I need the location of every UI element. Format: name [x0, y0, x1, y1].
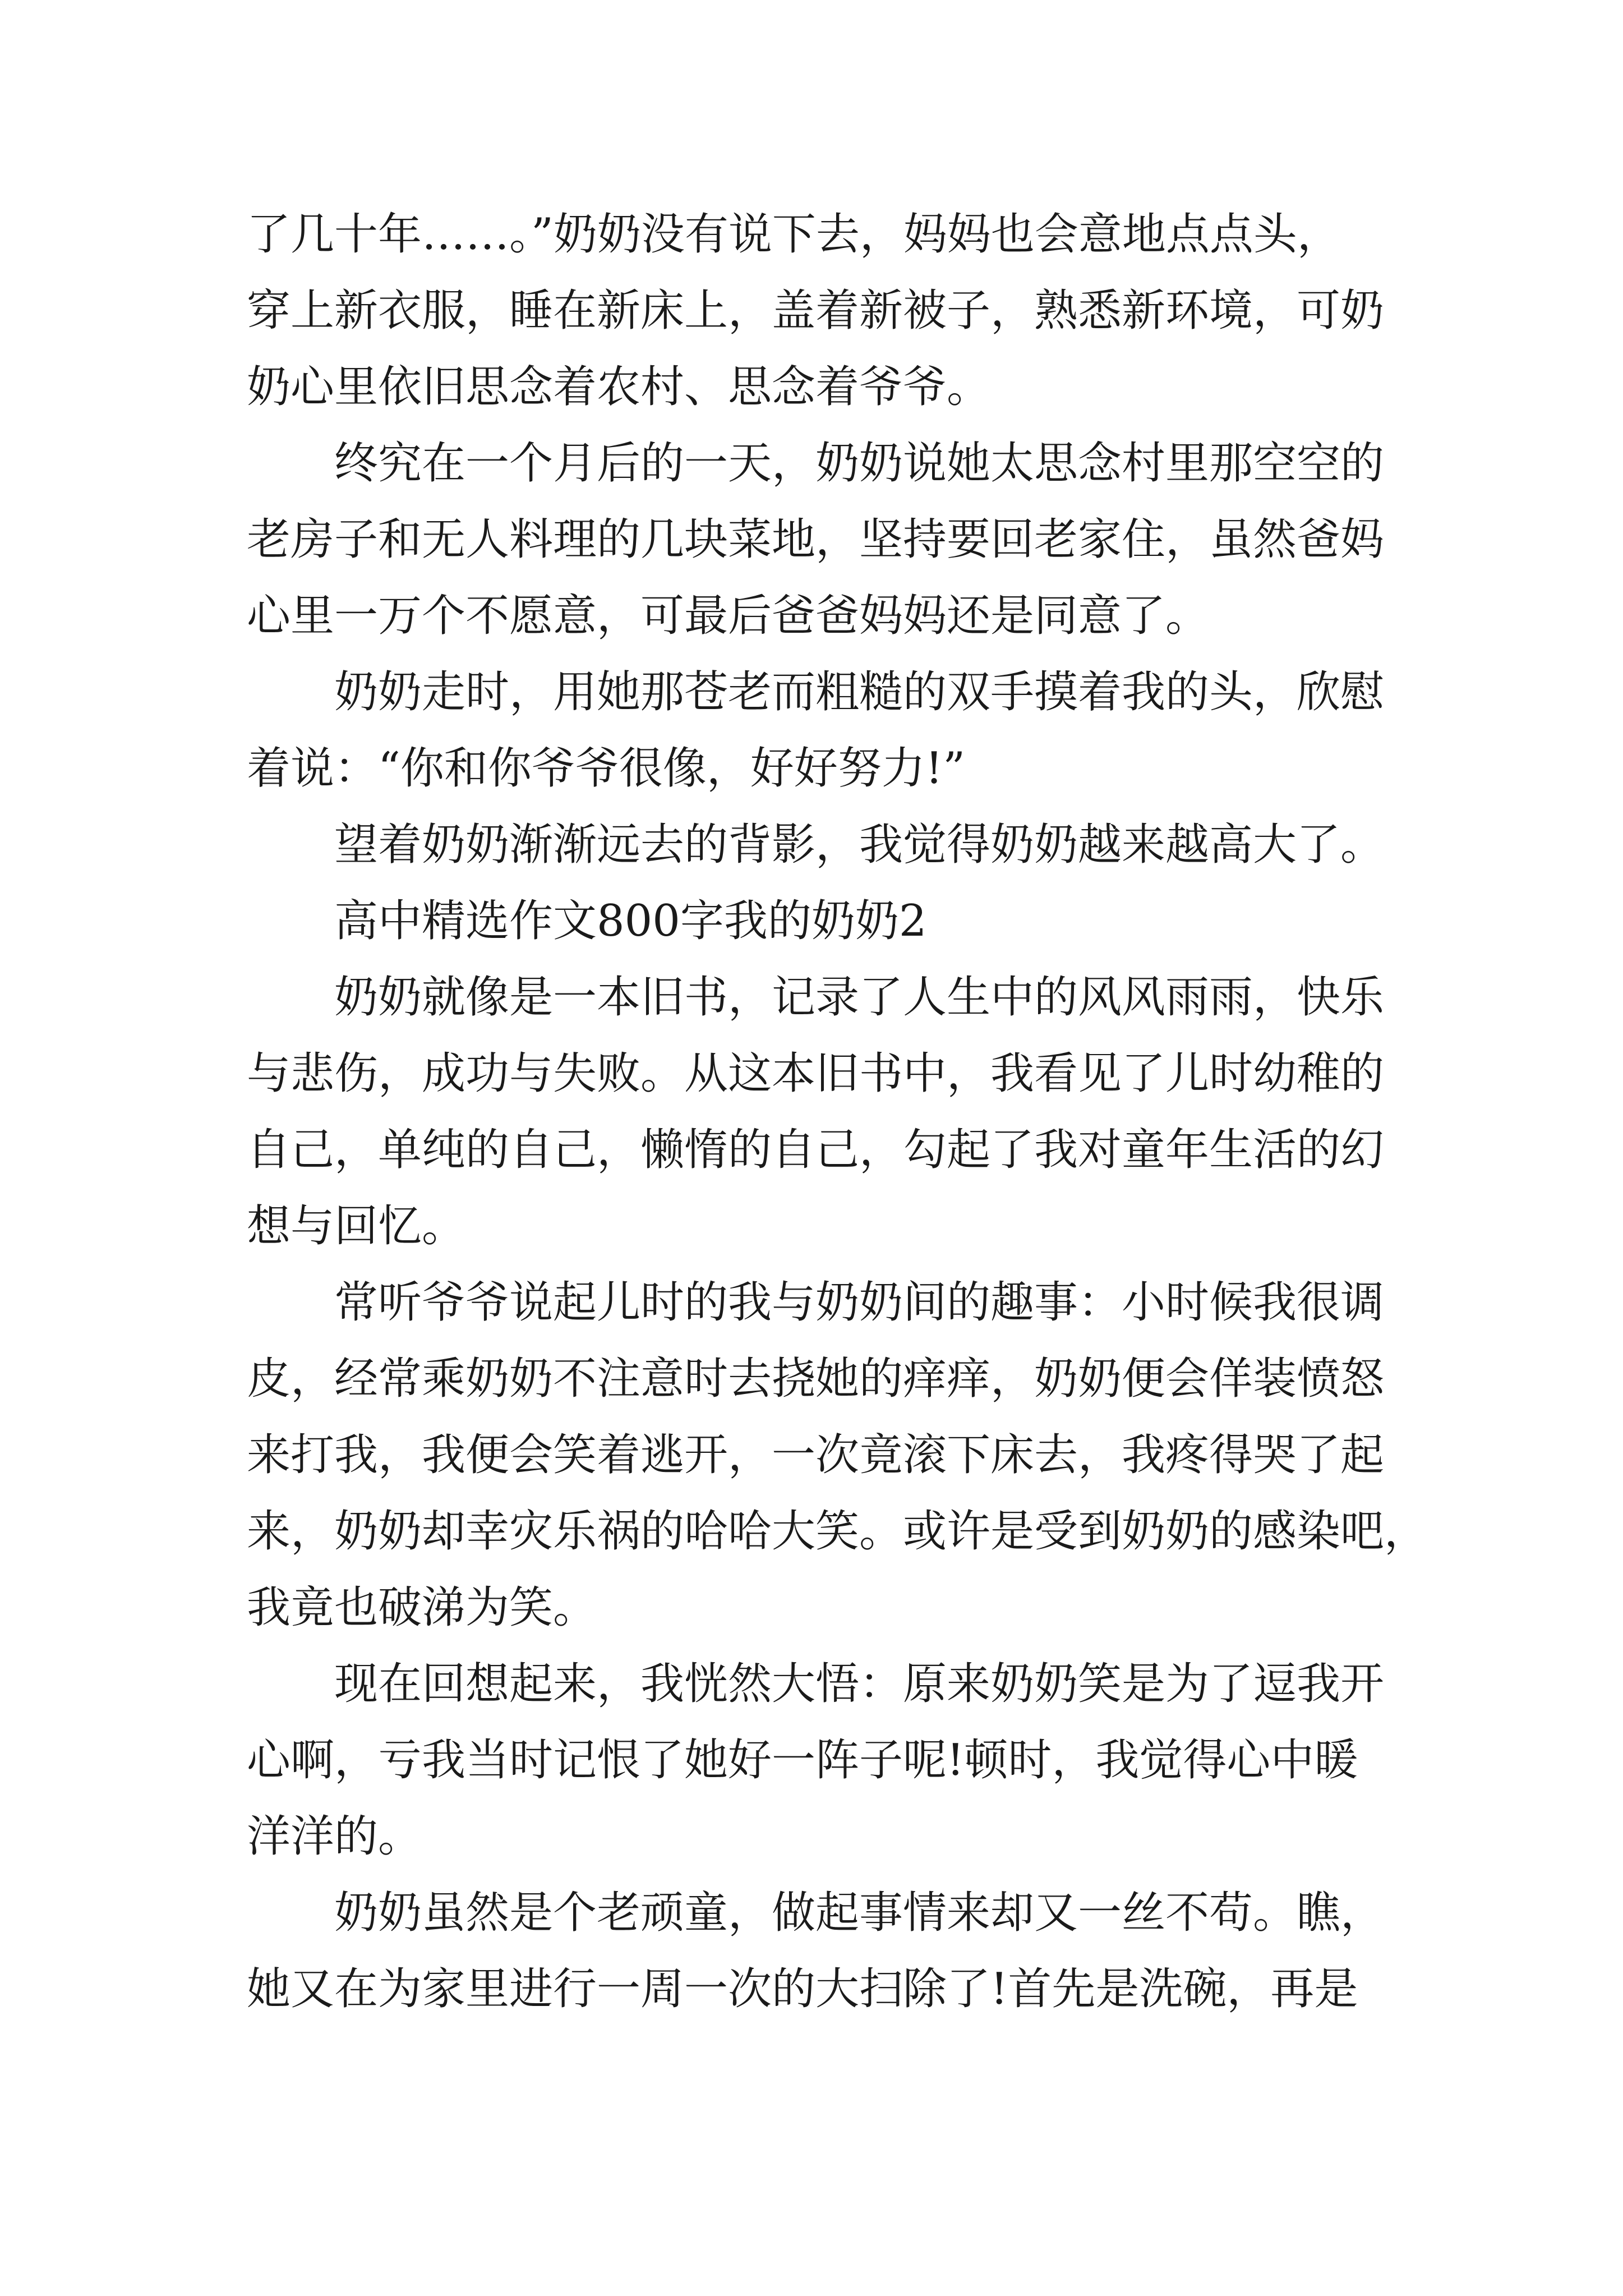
text-line: 现在回想起来，我恍然大悟：原来奶奶笑是为了逗我开	[334, 1659, 1385, 1709]
text-line: 奶心里依旧思念着农村、思念着爷爷。	[247, 362, 991, 412]
text-line: 奶奶虽然是个老顽童，做起事情来却又一丝不苟。瞧，	[334, 1888, 1385, 1938]
text-line: 洋洋的。	[247, 1811, 422, 1862]
text-line: 想与回忆。	[247, 1201, 466, 1251]
text-line: 来打我，我便会笑着逃开，一次竟滚下床去，我疼得哭了起	[247, 1430, 1385, 1480]
text-line: 常听爷爷说起儿时的我与奶奶间的趣事：小时候我很调	[334, 1277, 1385, 1328]
text-line: 她又在为家里进行一周一次的大扫除了!首先是洗碗，再是	[247, 1964, 1358, 2014]
section-heading: 高中精选作文800字我的奶奶2	[334, 896, 927, 946]
document-body	[247, 196, 1428, 2027]
text-line: 心啊，亏我当时记恨了她好一阵子呢!顿时，我觉得心中暖	[247, 1735, 1358, 1786]
text-line: 皮，经常乘奶奶不注意时去挠她的痒痒，奶奶便会佯装愤怒	[247, 1354, 1385, 1404]
text-line: 老房子和无人料理的几块菜地，坚持要回老家住，虽然爸妈	[247, 514, 1385, 565]
text-line: 着说：“你和你爷爷很像，好好努力!”	[247, 743, 966, 794]
text-line: 自己，单纯的自己，懒惰的自己，勾起了我对童年生活的幻	[247, 1125, 1385, 1175]
text-line: 奶奶走时，用她那苍老而粗糙的双手摸着我的头，欣慰	[334, 667, 1385, 717]
text-line: 望着奶奶渐渐远去的背影，我觉得奶奶越来越高大了。	[334, 820, 1385, 870]
text-line: 来，奶奶却幸灾乐祸的哈哈大笑。或许是受到奶奶的感染吧，	[247, 1506, 1428, 1557]
text-line: 与悲伤，成功与失败。从这本旧书中，我看见了儿时幼稚的	[247, 1048, 1385, 1099]
text-line: 奶奶就像是一本旧书，记录了人生中的风风雨雨，快乐	[334, 972, 1385, 1023]
text-line: 我竟也破涕为笑。	[247, 1582, 597, 1633]
text-line: 心里一万个不愿意，可最后爸爸妈妈还是同意了。	[247, 591, 1210, 641]
text-line: 了几十年……。”奶奶没有说下去，妈妈也会意地点点头，	[247, 209, 1341, 260]
text-line: 穿上新衣服，睡在新床上，盖着新被子，熟悉新环境，可奶	[247, 286, 1385, 336]
text-line: 终究在一个月后的一天，奶奶说她太思念村里那空空的	[334, 438, 1385, 489]
